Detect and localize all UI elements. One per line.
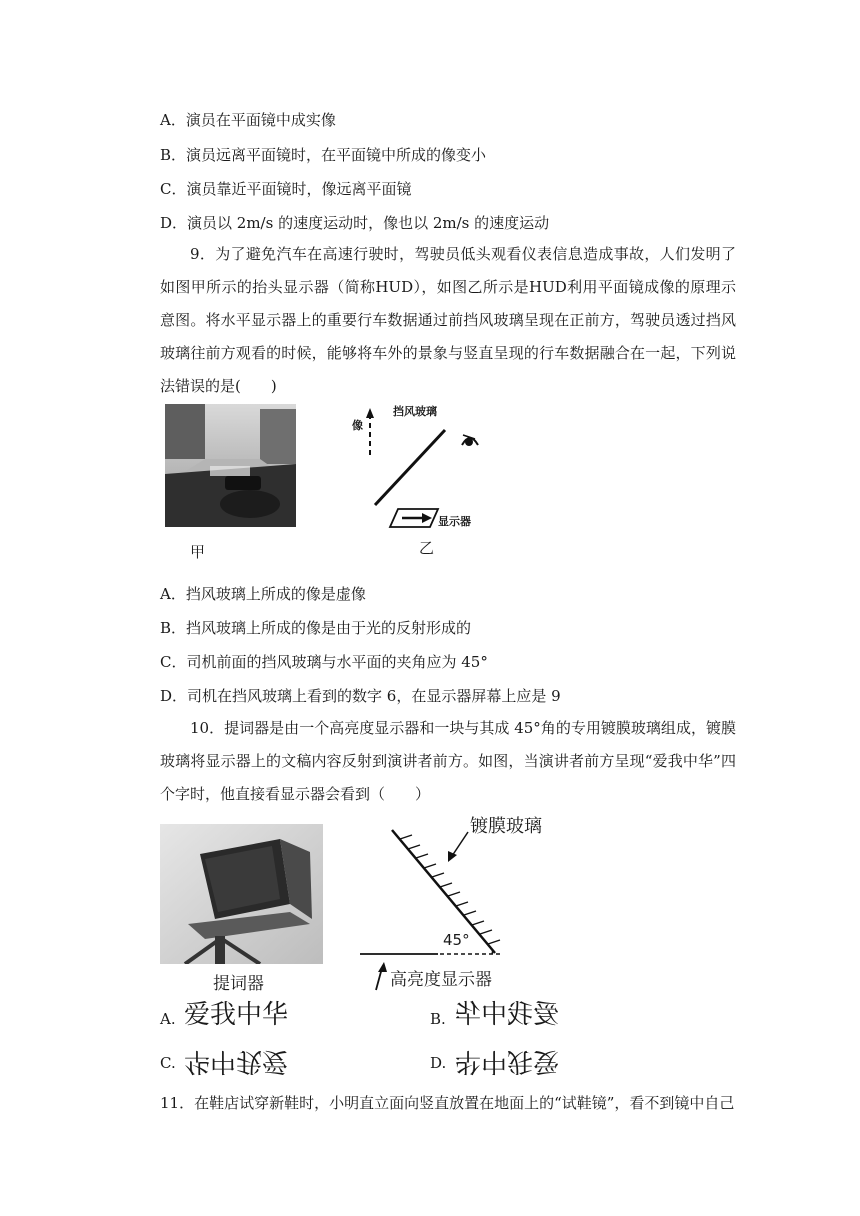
glass-hatching [400, 835, 500, 944]
label-coated-glass: 镀膜玻璃 [470, 816, 542, 837]
eye-icon [462, 435, 478, 446]
q10-option-d-text: 爱我中华 [455, 1046, 560, 1076]
teleprompter-drawing [160, 824, 323, 964]
q10-option-b-letter: B. [430, 1010, 446, 1028]
display-arrow-head [378, 962, 387, 972]
q8-option-d: D．演员以 2m/s 的速度运动时，像也以 2m/s 的速度运动 [160, 214, 550, 232]
q10-option-a-text: 爱我中华 [184, 1000, 289, 1030]
image-arrow-head [366, 408, 374, 418]
hud-photo [165, 404, 296, 527]
fig-a-caption: 甲 [190, 543, 206, 561]
teleprompter-caption: 提词器 [213, 974, 264, 994]
display-arrow-head [422, 513, 432, 523]
q10-option-c-letter: C. [160, 1054, 176, 1072]
q10-option-b-text: 爱我中华 [455, 1000, 560, 1030]
q10-option-c-text: 华中我爱 [184, 1046, 289, 1076]
q8-option-b: B．演员远离平面镜时，在平面镜中所成的像变小 [160, 146, 487, 164]
teleprompter-photo [160, 824, 323, 964]
hud-diagram [350, 405, 500, 555]
q9-option-c: C．司机前面的挡风玻璃与水平面的夹角应为 45° [160, 653, 488, 671]
label-windshield: 挡风玻璃 [393, 405, 437, 418]
hud-photo-drawing [165, 404, 296, 527]
q10-stem: 10．提词器是由一个高亮度显示器和一块与其成 45°角的专用镀膜玻璃组成，镀膜玻璃将显示器上的文稿内容反射到演讲者前方。如图，当演讲者前方呈现“爱我中华”四个字时，他直接看显示器会看到（ ） [160, 719, 736, 803]
q9-option-a: A．挡风玻璃上所成的像是虚像 [160, 585, 366, 603]
q9-stem: 9．为了避免汽车在高速行驶时，驾驶员低头观看仪表信息造成事故，人们发明了如图甲所示的抬头显示器（简称HUD），如图乙所示是HUD利用平面镜成像的原理示意图。将水平显示器上的重要行车数据通过前挡风玻璃呈现在正前方，驾驶员透过挡风玻璃往前方观看的时候，能够将车外的景象与竖直呈现的行车数据融合在一起，下列说法错误的是( ) [160, 245, 736, 395]
q8-option-c: C．演员靠近平面镜时，像远离平面镜 [160, 180, 412, 198]
q9-option-d: D．司机在挡风玻璃上看到的数字 6，在显示器屏幕上应是 9 [160, 687, 561, 705]
label-image: 像 [352, 419, 363, 432]
q11-stem: 11．在鞋店试穿新鞋时，小明直立面向竖直放置在地面上的“试鞋镜”，看不到镜中自己 [160, 1094, 735, 1112]
fig-b-caption: 乙 [419, 539, 435, 557]
label-bright-display: 高亮度显示器 [390, 970, 492, 990]
glass-pointer-head [448, 851, 457, 862]
label-display: 显示器 [438, 515, 471, 528]
q9-option-b: B．挡风玻璃上所成的像是由于光的反射形成的 [160, 619, 472, 637]
q8-option-a: A．演员在平面镜中成实像 [160, 111, 336, 129]
label-angle: 45° [443, 931, 470, 949]
windshield-line [375, 430, 445, 505]
q10-option-a-letter: A. [160, 1010, 176, 1028]
q10-option-d-letter: D. [430, 1054, 447, 1072]
